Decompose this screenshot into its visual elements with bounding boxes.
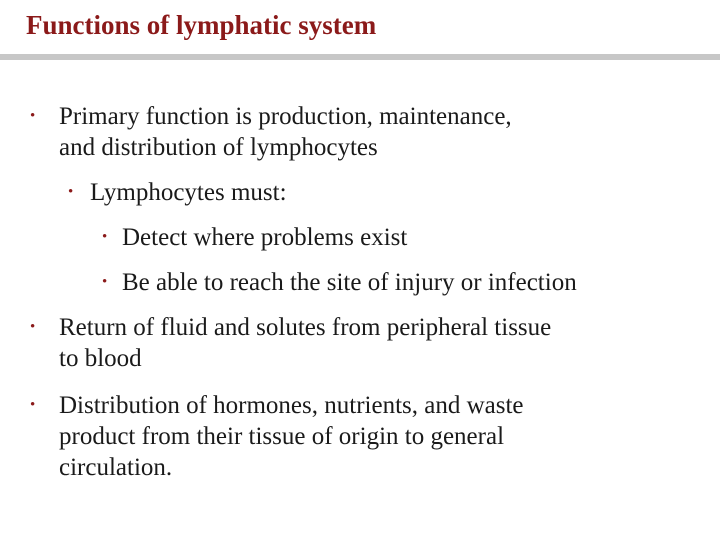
bullet-item (30, 101, 512, 163)
bullet-line: circulation. (59, 454, 173, 481)
bullet-line: product from their tissue of origin to general (59, 423, 505, 450)
sub-sub-bullet-item (102, 222, 408, 253)
bullet-dot-icon: • (68, 184, 74, 200)
bullet-item (30, 312, 552, 374)
bullet-dot-icon: • (30, 319, 36, 335)
bullet-dot-icon: • (30, 397, 36, 413)
bullet-item (30, 390, 524, 483)
bullet-line: and distribution of lymphocytes (59, 134, 378, 161)
bullet-line: Lymphocytes must: (90, 179, 287, 206)
bullet-dot-icon: • (102, 274, 108, 290)
bullet-dot-icon: • (102, 229, 108, 245)
sub-sub-bullet-item (102, 267, 577, 298)
bullet-line: to blood (59, 345, 142, 372)
slide-title: Functions of lymphatic system (26, 10, 377, 40)
bullet-line: Distribution of hormones, nutrients, and waste (59, 392, 524, 419)
sub-bullet-item (68, 177, 287, 208)
bullet-line: Return of fluid and solutes from peripheral tissue (59, 314, 552, 341)
bullet-line: Primary function is production, maintenance, (59, 103, 512, 130)
bullet-dot-icon: • (30, 108, 36, 124)
bullet-line: Be able to reach the site of injury or infection (122, 269, 577, 296)
bullet-line: Detect where problems exist (122, 224, 408, 251)
